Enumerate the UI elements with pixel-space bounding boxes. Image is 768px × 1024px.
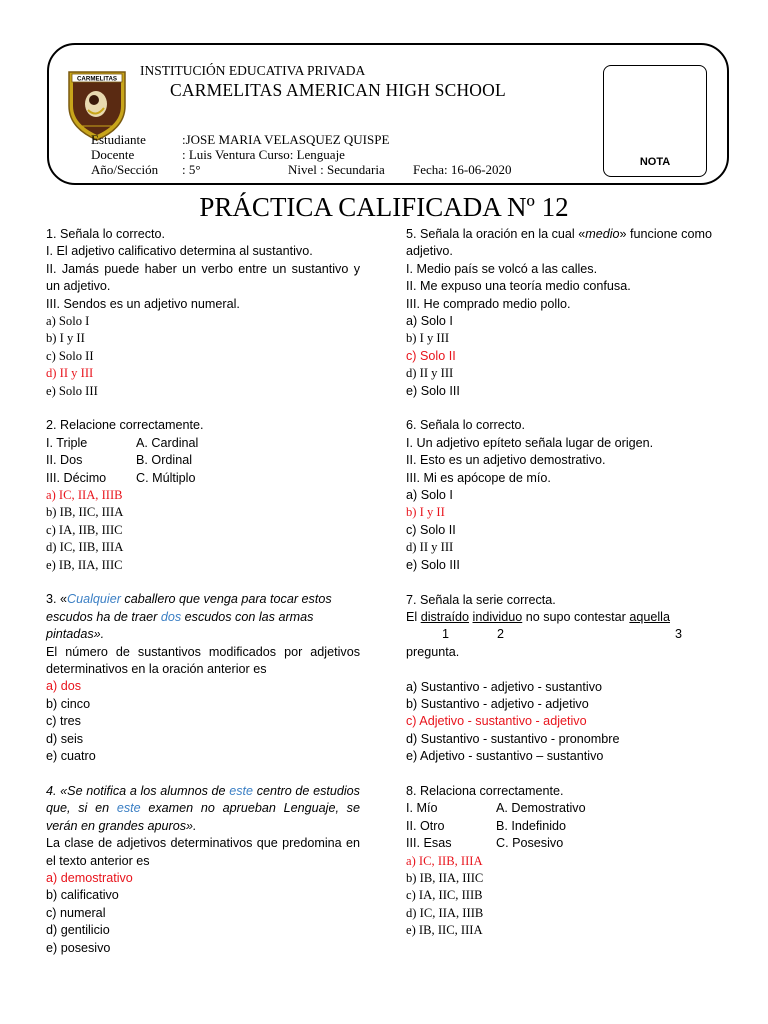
q7-stem: 7. Señala la serie correcta.: [406, 592, 556, 607]
q4-body: La clase de adjetivos determinativos que predomina en el texto anterior es: [46, 836, 360, 868]
q2-pair-2-right: B. Ordinal: [136, 453, 192, 468]
q2-pair-3-left: III. Décimo: [46, 470, 107, 485]
q2-option-a-answer: a) IC, IIA, IIIB: [46, 488, 123, 503]
q7-num-2: 2: [497, 627, 505, 642]
q7-option-e: e) Adjetivo - sustantivo – sustantivo: [406, 749, 604, 764]
q1-option-d-answer: d) II y III: [46, 366, 94, 381]
q6-option-c: c) Solo II: [406, 522, 456, 537]
q5-option-d: d) II y III: [406, 366, 454, 381]
question-4: [46, 783, 360, 957]
q8-pair-2-right: B. Indefinido: [496, 818, 567, 833]
q1-statement-3: III. Sendos es un adjetivo numeral.: [46, 296, 240, 311]
q8-pair-2: [406, 818, 722, 835]
question-3: [46, 591, 360, 765]
teacher-value: : Luis Ventura Curso: Lenguaje: [182, 147, 345, 162]
q6-option-d: d) II y III: [406, 540, 454, 555]
q7-num-1: 1: [442, 627, 450, 642]
q1-option-b: b) I y II: [46, 331, 85, 346]
q4-option-a-answer: a) demostrativo: [46, 870, 133, 885]
q1-option-a: a) Solo I: [46, 314, 90, 329]
q3-highlight-cualquier: Cualquier: [67, 592, 121, 607]
page-title: PRÁCTICA CALIFICADA Nº 12: [199, 192, 569, 222]
school-name: CARMELITAS AMERICAN HIGH SCHOOL: [170, 80, 506, 100]
question-7: [406, 592, 722, 766]
q2-pair-3: [46, 470, 360, 487]
institution-name: INSTITUCIÓN EDUCATIVA PRIVADA: [140, 63, 366, 78]
q5-option-c-answer: c) Solo II: [406, 348, 456, 363]
student-label: Estudiante: [91, 132, 146, 147]
q6-stem: 6. Señala lo correcto.: [406, 418, 526, 433]
q3-quote-2: escudos ha de traer dos escudos con las armas pintadas».: [46, 609, 314, 642]
q3-option-a-answer: a) dos: [46, 679, 82, 694]
q5-stem-word: medio: [585, 227, 620, 241]
q7-word-1: distraído: [420, 609, 470, 624]
q7-sentence-tail: pregunta.: [406, 644, 460, 659]
q6-statement-3: III. Mi es apócope de mío.: [406, 470, 551, 485]
q3-option-d: d) seis: [46, 731, 84, 746]
question-2: [46, 417, 360, 574]
q2-option-e: e) IB, IIA, IIIC: [46, 557, 123, 572]
svg-text:CARMELITAS: CARMELITAS: [76, 75, 118, 83]
q5-option-a: a) Solo I: [406, 314, 453, 329]
q4-highlight-este-2: este: [116, 801, 141, 816]
q8-pair-1: [406, 800, 722, 817]
q8-stem: 8. Relaciona correctamente.: [406, 783, 564, 798]
q8-option-c: c) IA, IIC, IIIB: [406, 888, 483, 903]
school-crest-logo: [66, 66, 128, 142]
q2-pair-2-left: II. Dos: [46, 453, 83, 468]
q2-pair-2: [46, 452, 360, 469]
q2-pair-1-left: I. Triple: [46, 435, 88, 450]
q2-option-b: b) IB, IIC, IIIA: [46, 505, 124, 520]
q4-option-c: c) numeral: [46, 905, 106, 920]
q7-option-d: d) Sustantivo - sustantivo - pronombre: [406, 731, 620, 746]
q7-num-3: 3: [675, 627, 683, 642]
q4-option-e: e) posesivo: [46, 940, 111, 955]
question-5: [406, 226, 722, 400]
q5-option-e: e) Solo III: [406, 383, 460, 398]
q1-option-e: e) Solo III: [46, 383, 98, 398]
q6-option-b-answer: b) I y II: [406, 505, 445, 520]
q4-quote: 4. «Se notifica a los alumnos de este centro de estudios que, si en este examen no aprueban Lenguaje, se verán en grandes apuros».: [46, 783, 360, 833]
q8-pair-1-right: A. Demostrativo: [496, 801, 586, 816]
q3-body: El número de sustantivos modificados por adjetivos determinativos en la oración anterior es: [46, 644, 360, 677]
q5-statement-3: III. He comprado medio pollo.: [406, 296, 571, 311]
date-value: Fecha: 16-06-2020: [413, 162, 512, 177]
q4-option-d: d) gentilicio: [46, 923, 110, 938]
q8-pair-2-left: II. Otro: [406, 818, 445, 833]
q8-option-d: d) IC, IIA, IIIB: [406, 905, 484, 920]
q6-option-a: a) Solo I: [406, 488, 453, 503]
question-8: [406, 783, 722, 940]
q5-statement-2: II. Me expuso una teoría medio confusa.: [406, 279, 631, 294]
q6-statement-2: II. Esto es un adjetivo demostrativo.: [406, 453, 606, 468]
q2-pair-1: [46, 435, 360, 452]
grade-box: [603, 65, 707, 177]
student-value: :JOSE MARIA VELASQUEZ QUISPE: [182, 132, 390, 147]
q8-pair-3-right: C. Posesivo: [496, 836, 564, 851]
q2-stem: 2. Relacione correctamente.: [46, 418, 204, 433]
q2-pair-1-right: A. Cardinal: [136, 435, 199, 450]
section-value: : 5°: [182, 162, 201, 177]
q4-option-b: b) calificativo: [46, 888, 119, 903]
q3-highlight-dos: dos: [160, 609, 182, 624]
question-6: [406, 417, 722, 574]
q8-option-e: e) IB, IIC, IIIA: [406, 923, 483, 938]
q1-option-c: c) Solo II: [46, 348, 94, 363]
q7-option-c-answer: c) Adjetivo - sustantivo - adjetivo: [406, 714, 587, 729]
q5-option-b: b) I y III: [406, 331, 450, 346]
q2-pair-3-right: C. Múltiplo: [136, 470, 196, 485]
q8-pair-3-left: III. Esas: [406, 836, 452, 851]
question-1: [46, 226, 360, 400]
q4-highlight-este-1: este: [229, 783, 254, 798]
q2-option-c: c) IA, IIB, IIIC: [46, 522, 123, 537]
q7-word-3: aquella: [629, 609, 670, 624]
q3-quote: 3. «Cualquier caballero que venga para tocar estos: [46, 592, 332, 607]
q8-option-a-answer: a) IC, IIB, IIIA: [406, 853, 483, 868]
right-column: [406, 226, 722, 940]
q3-option-e: e) cuatro: [46, 749, 96, 764]
q6-option-e: e) Solo III: [406, 557, 460, 572]
q3-option-b: b) cinco: [46, 696, 91, 711]
q7-word-2: individuo: [472, 609, 523, 624]
q8-pair-3: [406, 835, 722, 852]
q5-stem: 5. Señala la oración en la cual «medio» funcione como adjetivo.: [406, 227, 712, 259]
q7-option-b: b) Sustantivo - adjetivo - adjetivo: [406, 696, 589, 711]
q3-option-c: c) tres: [46, 714, 81, 729]
section-label: Año/Sección: [91, 162, 159, 177]
level-value: Nivel : Secundaria: [288, 162, 385, 177]
q1-statement-2: II. Jamás puede haber un verbo entre un sustantivo y un adjetivo.: [46, 261, 360, 294]
grade-label: NOTA: [639, 156, 671, 168]
q6-statement-1: I. Un adjetivo epíteto señala lugar de origen.: [406, 435, 654, 450]
q7-sentence: El distraído individuo no supo contestar aquella: [406, 609, 670, 624]
q2-option-d: d) IC, IIB, IIIA: [46, 540, 124, 555]
q8-option-b: b) IB, IIA, IIIC: [406, 870, 484, 885]
q1-statement-1: I. El adjetivo calificativo determina al sustantivo.: [46, 244, 313, 259]
q8-pair-1-left: I. Mío: [406, 801, 438, 816]
q5-statement-1: I. Medio país se volcó a las calles.: [406, 261, 598, 276]
q1-stem: 1. Señala lo correcto.: [46, 227, 166, 241]
q7-option-a: a) Sustantivo - adjetivo - sustantivo: [406, 679, 602, 694]
left-column: [46, 226, 360, 957]
q7-number-row: [406, 626, 722, 643]
teacher-label: Docente: [91, 147, 135, 162]
